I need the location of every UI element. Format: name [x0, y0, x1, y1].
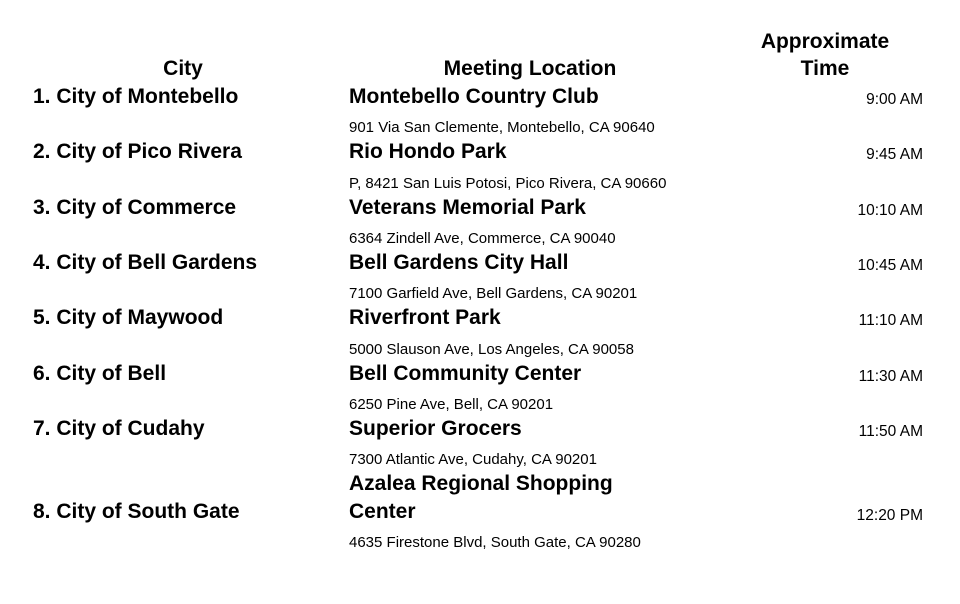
row-3-venue: Veterans Memorial Park: [349, 196, 586, 219]
row-6-address: 6250 Pine Ave, Bell, CA 90201: [349, 396, 554, 413]
row-5-address: 5000 Slauson Ave, Los Angeles, CA 90058: [349, 341, 634, 358]
row-2-venue: Rio Hondo Park: [349, 140, 507, 163]
row-6-venue: Bell Community Center: [349, 362, 582, 385]
row-8-city: 8. City of South Gate: [33, 500, 240, 523]
row-4-venue: Bell Gardens City Hall: [349, 251, 569, 274]
header-time-line1: Approximate: [760, 30, 890, 53]
row-1-address: 901 Via San Clemente, Montebello, CA 90640: [349, 119, 655, 136]
row-1-city: 1. City of Montebello: [33, 85, 239, 108]
row-7-address: 7300 Atlantic Ave, Cudahy, CA 90201: [349, 451, 597, 468]
row-7-city: 7. City of Cudahy: [33, 417, 205, 440]
row-6-city: 6. City of Bell: [33, 362, 167, 385]
header-approximate-time: [735, 28, 915, 82]
row-3-city: 3. City of Commerce: [33, 196, 237, 219]
row-8-time: 12:20 PM: [856, 507, 923, 524]
header-meeting-location: Meeting Location: [443, 57, 617, 80]
row-4-time: 10:45 AM: [857, 257, 923, 274]
row-1-venue: Montebello Country Club: [349, 85, 599, 108]
row-7-venue: Superior Grocers: [349, 417, 522, 440]
row-2-address: P, 8421 San Luis Potosi, Pico Rivera, CA 90660: [349, 175, 667, 192]
row-1-time: 9:00 AM: [866, 91, 923, 108]
row-2-city: 2. City of Pico Rivera: [33, 140, 242, 163]
row-7-time: 11:50 AM: [858, 423, 923, 440]
header-city: City: [163, 57, 203, 80]
row-5-city: 5. City of Maywood: [33, 306, 224, 329]
row-8-address: 4635 Firestone Blvd, South Gate, CA 90280: [349, 534, 641, 551]
row-5-venue: Riverfront Park: [349, 306, 501, 329]
row-3-time: 10:10 AM: [857, 202, 923, 219]
header-time-line2: Time: [800, 57, 850, 80]
row-4-city: 4. City of Bell Gardens: [33, 251, 258, 274]
row-3-address: 6364 Zindell Ave, Commerce, CA 90040: [349, 230, 616, 247]
row-6-time: 11:30 AM: [858, 368, 923, 385]
row-4-address: 7100 Garfield Ave, Bell Gardens, CA 90201: [349, 285, 638, 302]
row-2-time: 9:45 AM: [866, 146, 923, 163]
row-5-time: 11:10 AM: [858, 312, 923, 329]
row-8-venue: Azalea Regional Shopping Center: [349, 472, 613, 523]
